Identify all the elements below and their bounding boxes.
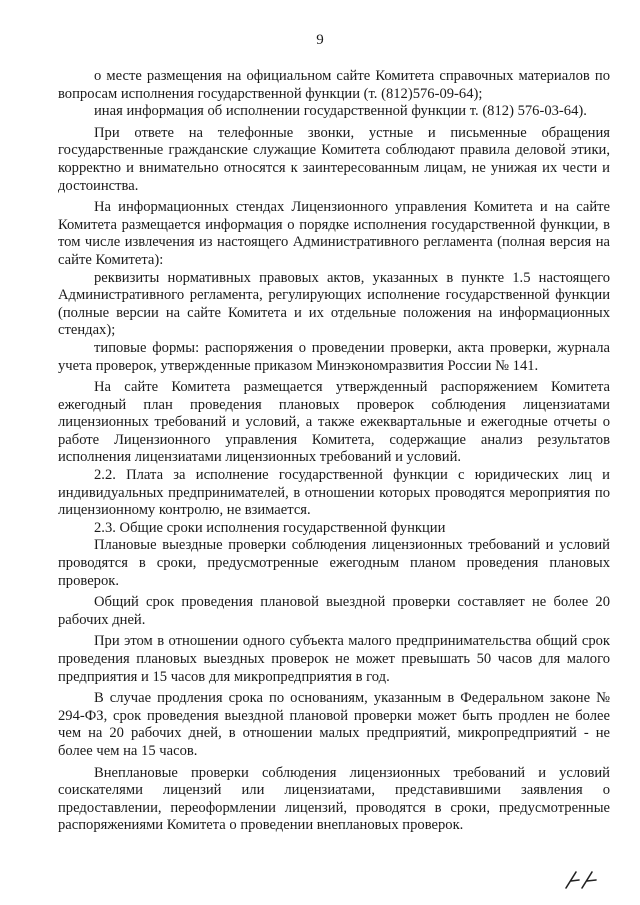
paragraph: 2.2. Плата за исполнение государственной функции с юридических лиц и индивидуальных предпринимателей, в отношении которых проводятся мероприятия по лицензионному контролю, не взимается. [58, 467, 610, 519]
paragraph: При этом в отношении одного субъекта малого предпринимательства общий срок проведения плановых выездных проверок не может превышать 50 часов для малого предприятия и 15 часов для микропредприятия в год. [58, 633, 610, 685]
paragraph: Общий срок проведения плановой выездной проверки составляет не более 20 рабочих дней. [58, 594, 610, 628]
handwritten-signature [562, 868, 602, 892]
section-heading: 2.3. Общие сроки исполнения государственной функции [94, 519, 446, 536]
paragraph: иная информация об исполнении государственной функции т. (812) 576-03-64). [94, 103, 587, 120]
paragraph: На сайте Комитета размещается утвержденный распоряжением Комитета ежегодный план проведения плановых проверок соблюдения лицензиатами лицензионных требований и условий, а также ежеквартальные и ежегодные отчеты о работе Лицензионного управления Комитета, содержащие анализ результатов исполнения лицензиатами лицензионных требований и условий. [58, 379, 610, 466]
paragraph: типовые формы: распоряжения о проведении проверки, акта проверки, журнала учета проверок, утвержденные приказом Минэкономразвития России № 141. [58, 339, 610, 374]
page-number: 9 [316, 32, 324, 48]
paragraph: Плановые выездные проверки соблюдения лицензионных требований и условий проводятся в сроки, предусмотренные ежегодным планом проведения плановых проверок. [58, 537, 610, 589]
paragraph: В случае продления срока по основаниям, указанным в Федеральном законе № 294-ФЗ, срок проведения выездной плановой проверки может быть продлен не более чем на 20 рабочих дней, в отношении малых предприятий, микропредприятий - не более чем на 15 часов. [58, 690, 610, 759]
document-body [58, 68, 610, 835]
paragraph: реквизиты нормативных правовых актов, указанных в пункте 1.5 настоящего Административного регламента, регулирующих исполнение государственной функции (полные версии на сайте Комитета и их отдельные положения на информационных стендах); [58, 269, 610, 339]
paragraph: При ответе на телефонные звонки, устные и письменные обращения государственные гражданские служащие Комитета соблюдают правила деловой этики, корректно и внимательно относятся к заинтересованным лицам, не унижая их чести и достоинства. [58, 124, 610, 194]
paragraph: На информационных стендах Лицензионного управления Комитета и на сайте Комитета размещается информация о порядке исполнения государственной функции, в том числе извлечения из настоящего Административного регламента (полная версия на сайте Комитета): [58, 199, 610, 268]
paragraph: о месте размещения на официальном сайте Комитета справочных материалов по вопросам исполнения государственной функции (т. (812)576-09-64); [58, 68, 610, 102]
paragraph: Внеплановые проверки соблюдения лицензионных требований и условий соискателями лицензий или лицензиатами, представившими заявления о предоставлении, переоформлении лицензий, проводятся в сроки, предусмотренные распоряжениями Комитета о проведении внеплановых проверок. [58, 764, 610, 834]
